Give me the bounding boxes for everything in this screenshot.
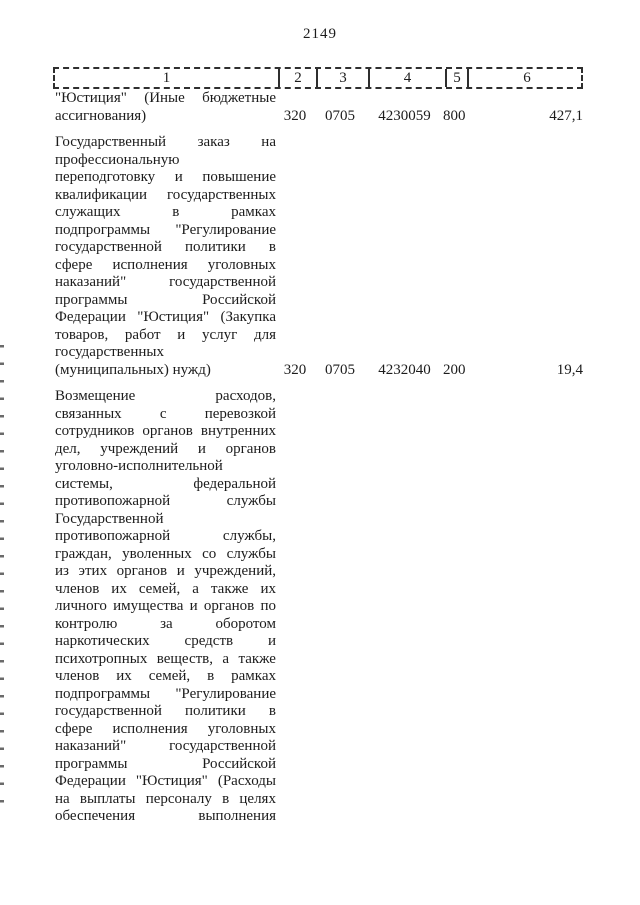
text-line: противопожарной службы, bbox=[55, 528, 276, 544]
text-line: профессиональную bbox=[55, 151, 180, 168]
text-line: сотрудников органов внутренних bbox=[55, 423, 276, 439]
table-header-col-4: 4 bbox=[368, 69, 445, 87]
value-cell-col-6: 19,4 bbox=[556, 361, 583, 378]
table-header-col-2: 2 bbox=[278, 69, 316, 87]
budget-table bbox=[53, 67, 583, 826]
table-row bbox=[53, 134, 583, 379]
text-line: товаров, работ и услуг для bbox=[55, 326, 276, 343]
text-line: ассигнования) bbox=[55, 107, 147, 124]
text-line: системы, федеральной bbox=[55, 475, 276, 492]
table-header-col-3: 3 bbox=[316, 69, 368, 87]
text-line: сфере исполнения уголовных bbox=[55, 720, 276, 737]
text-line: уголовно-исполнительной bbox=[55, 458, 223, 474]
text-line: наказаний" государственной bbox=[55, 274, 276, 290]
text-line: противопожарной службы bbox=[55, 493, 276, 509]
table-row bbox=[53, 90, 583, 125]
text-line: граждан, уволенных со службы bbox=[55, 545, 276, 562]
value-cell-col-4: 4230059 bbox=[378, 107, 431, 124]
table-row bbox=[53, 388, 583, 826]
text-line: психотропных веществ, а также bbox=[55, 650, 276, 667]
text-line: (муниципальных) нужд) bbox=[55, 361, 211, 378]
text-line: государственной политики в bbox=[55, 239, 276, 255]
text-line: обеспечения выполнения bbox=[55, 808, 276, 824]
text-line: личного имущества и органов по bbox=[55, 598, 276, 614]
value-cell-col-3: 0705 bbox=[325, 361, 355, 378]
value-cell-col-5: 800 bbox=[443, 107, 466, 124]
row-description-cell bbox=[53, 134, 276, 379]
text-line: Государственной bbox=[55, 510, 164, 527]
value-cell-col-2: 320 bbox=[283, 361, 307, 378]
value-cell-col-5: 200 bbox=[443, 361, 466, 378]
text-line: государственной политики в bbox=[55, 703, 276, 719]
page-number: 2149 bbox=[303, 26, 337, 42]
text-line: на выплаты персоналу в целях bbox=[55, 790, 276, 807]
table-header-col-6: 6 bbox=[467, 69, 585, 87]
row-description-cell bbox=[53, 388, 276, 826]
text-line: программы Российской bbox=[55, 291, 276, 308]
table-header-row bbox=[53, 67, 583, 89]
text-line: дел, учреждений и органов bbox=[55, 440, 276, 457]
text-line: переподготовку и повышение bbox=[55, 169, 276, 185]
text-line: наказаний" государственной bbox=[55, 738, 276, 754]
text-line: государственных bbox=[55, 344, 164, 360]
text-line: связанных с перевозкой bbox=[55, 405, 276, 422]
text-line: подпрограммы "Регулирование bbox=[55, 221, 276, 238]
text-line: Федерации "Юстиция" (Расходы bbox=[55, 773, 276, 789]
value-cell-col-4: 4232040 bbox=[378, 361, 431, 378]
text-line: членов их семей, а также их bbox=[55, 580, 276, 597]
text-line: из этих органов и учреждений, bbox=[55, 563, 276, 579]
value-cell-col-3: 0705 bbox=[325, 107, 355, 124]
value-cell-col-2: 320 bbox=[283, 107, 307, 124]
table-header-col-5: 5 bbox=[445, 69, 467, 87]
row-description-cell bbox=[53, 90, 276, 125]
text-line: "Юстиция" (Иные бюджетные bbox=[55, 90, 276, 106]
text-line: Государственный заказ на bbox=[55, 134, 276, 150]
text-line: сфере исполнения уголовных bbox=[55, 256, 276, 273]
table-header-col-1: 1 bbox=[162, 70, 171, 86]
scan-artifact-strip bbox=[0, 345, 4, 813]
text-line: Федерации "Юстиция" (Закупка bbox=[55, 309, 276, 325]
value-cell-col-6: 427,1 bbox=[549, 107, 583, 124]
text-line: подпрограммы "Регулирование bbox=[55, 685, 276, 702]
table-body bbox=[53, 90, 583, 826]
text-line: Возмещение расходов, bbox=[55, 388, 276, 404]
text-line: программы Российской bbox=[55, 755, 276, 772]
text-line: квалификации государственных bbox=[55, 186, 276, 203]
text-line: наркотических средств и bbox=[55, 633, 276, 649]
text-line: членов их семей, в рамках bbox=[55, 668, 276, 684]
text-line: контролю за оборотом bbox=[55, 615, 276, 632]
text-line: служащих в рамках bbox=[55, 204, 276, 220]
